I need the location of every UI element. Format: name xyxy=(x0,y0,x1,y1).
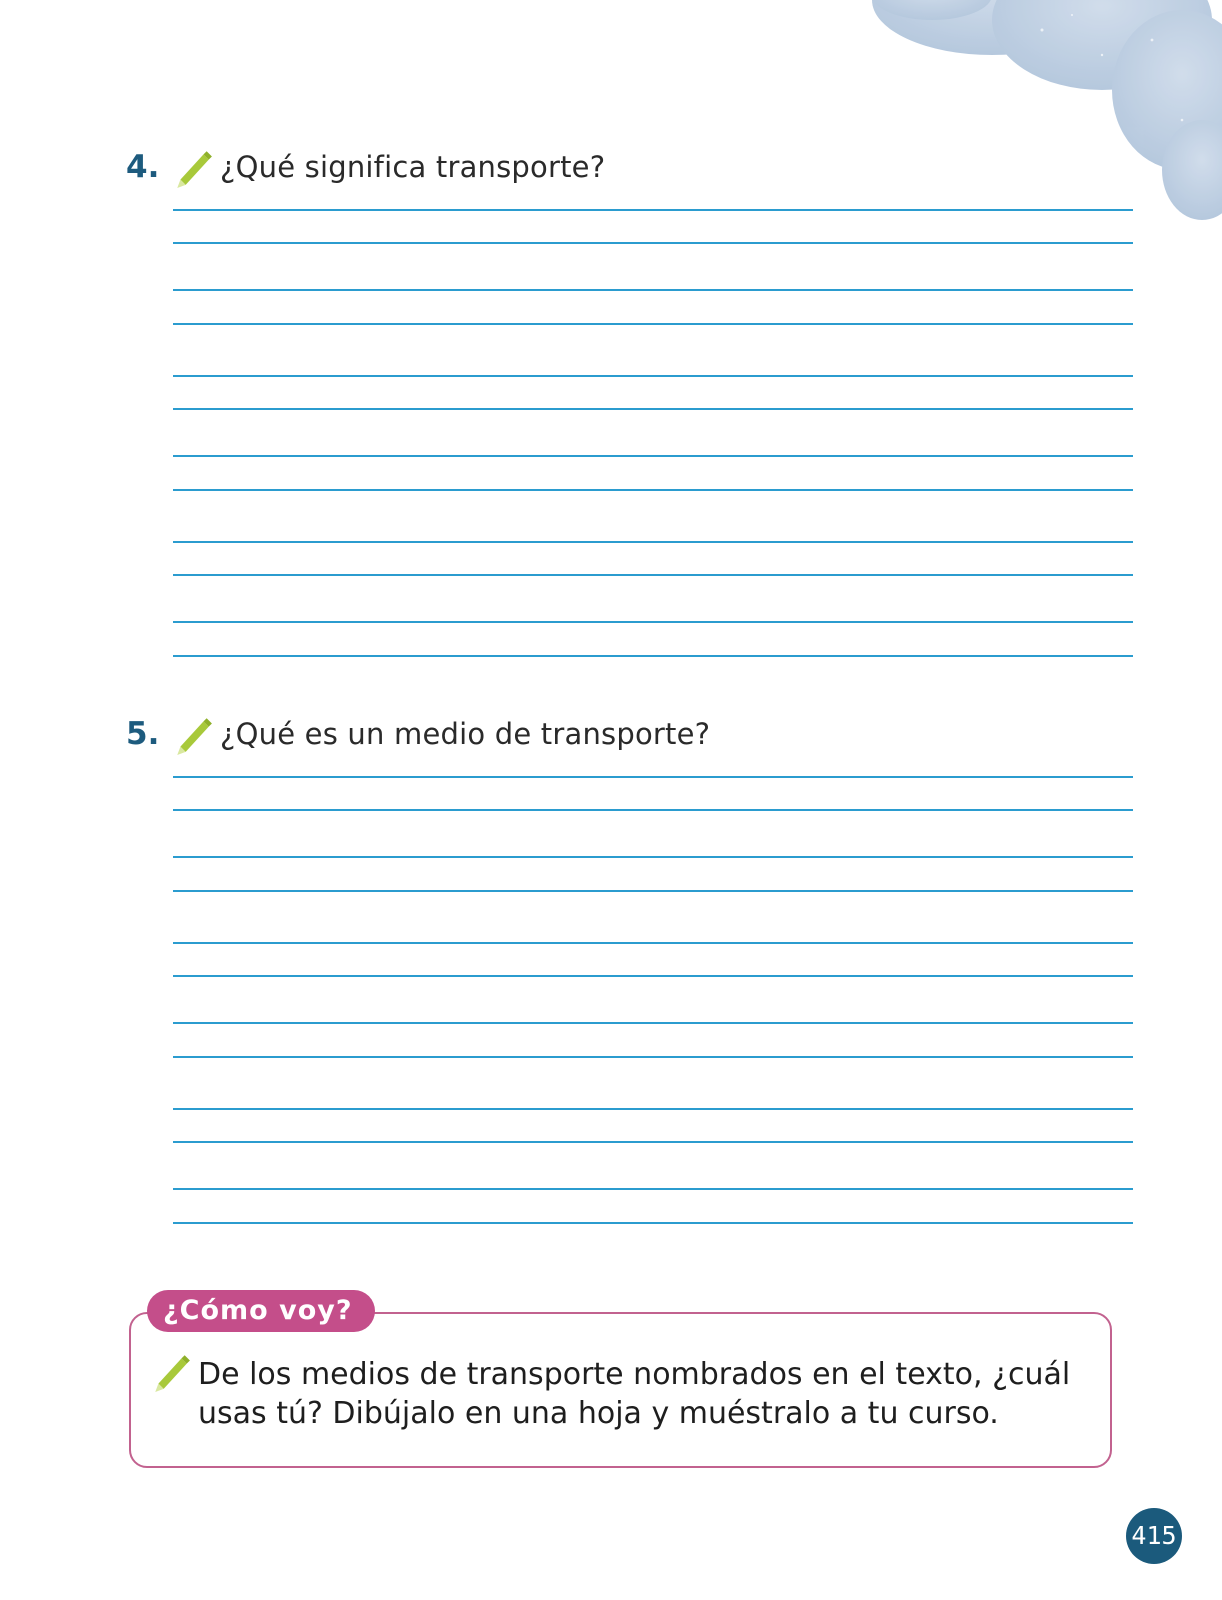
writing-line xyxy=(173,1188,1133,1190)
writing-line xyxy=(173,1141,1133,1143)
question-text: ¿Qué es un medio de transporte? xyxy=(220,717,711,751)
writing-line xyxy=(173,890,1133,892)
writing-line xyxy=(173,1222,1133,1224)
writing-line xyxy=(173,1056,1133,1058)
writing-line xyxy=(173,942,1133,944)
writing-line xyxy=(173,375,1133,377)
writing-line xyxy=(173,1108,1133,1110)
writing-line xyxy=(173,541,1133,543)
writing-line xyxy=(173,489,1133,491)
writing-line xyxy=(173,455,1133,457)
pencil-icon xyxy=(172,713,214,755)
writing-line xyxy=(173,975,1133,977)
question-5 xyxy=(126,710,1136,758)
writing-line xyxy=(173,242,1133,244)
question-4 xyxy=(126,143,1136,191)
writing-line xyxy=(173,621,1133,623)
writing-line xyxy=(173,655,1133,657)
writing-line xyxy=(173,408,1133,410)
writing-line xyxy=(173,856,1133,858)
writing-line xyxy=(173,574,1133,576)
question-number: 4. xyxy=(126,149,160,185)
como-voy-badge: ¿Cómo voy? xyxy=(147,1290,375,1332)
question-text: ¿Qué significa transporte? xyxy=(220,150,606,184)
page-number: 415 xyxy=(1126,1508,1182,1564)
writing-line xyxy=(173,809,1133,811)
writing-line xyxy=(173,776,1133,778)
writing-line xyxy=(173,1022,1133,1024)
como-voy-text: De los medios de transporte nombrados en el texto, ¿cuál usas tú? Dibújalo en una hoja y muéstralo a tu curso. xyxy=(198,1357,1071,1431)
watercolor-cloud-decoration xyxy=(842,0,1222,230)
pencil-icon xyxy=(172,146,214,188)
pencil-icon xyxy=(150,1350,192,1392)
question-number: 5. xyxy=(126,716,160,752)
writing-line xyxy=(173,289,1133,291)
writing-line xyxy=(173,209,1133,211)
writing-line xyxy=(173,323,1133,325)
